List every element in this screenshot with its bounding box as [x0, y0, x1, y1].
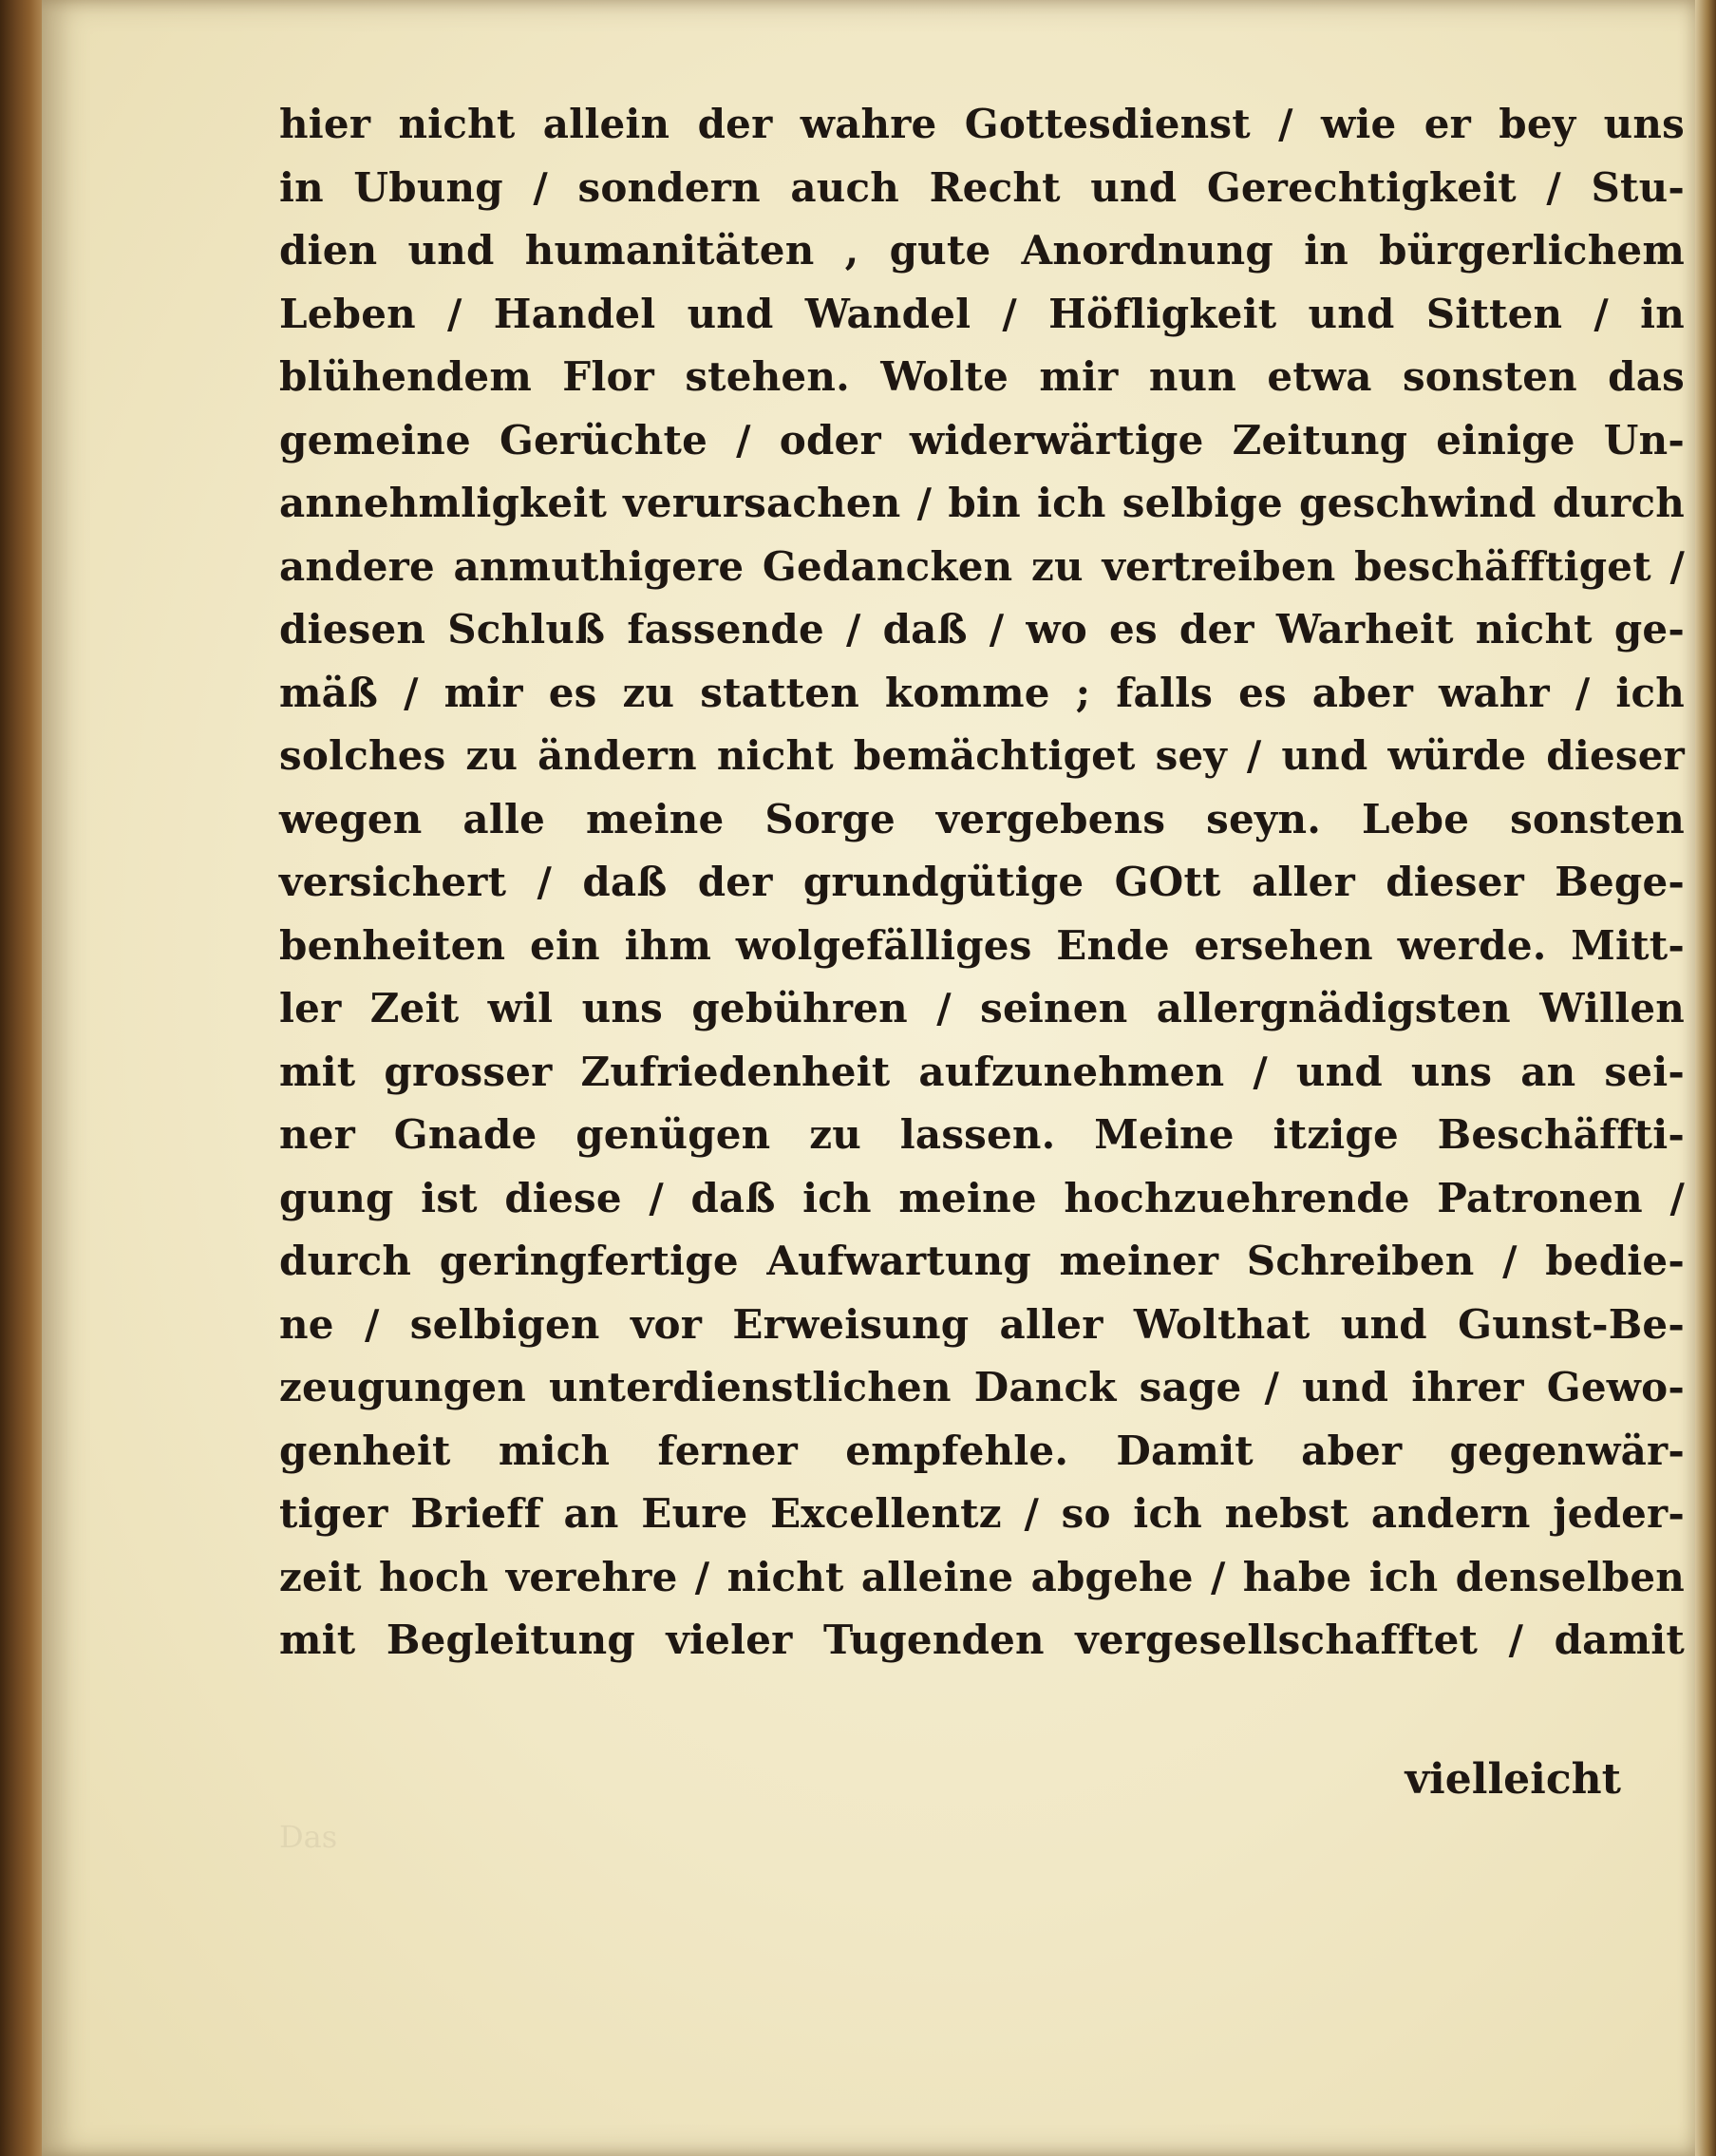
text-line: Leben / Handel und Wandel / Höfligkeit und Sitten / in [279, 290, 1685, 337]
text-line: wegen alle meine Sorge vergebens seyn. Lebe sonsten [279, 795, 1685, 842]
text-line: genheit mich ferner empfehle. Damit aber gegenwär- [279, 1427, 1685, 1474]
text-line: ner Gnade genügen zu lassen. Meine itzige Beschäffti- [279, 1111, 1685, 1158]
book-page [42, 0, 1697, 2156]
text-line: durch geringfertige Aufwartung meiner Schreiben / bedie- [279, 1238, 1685, 1284]
body-text [279, 93, 1685, 1673]
text-line: andere anmuthigere Gedancken zu vertreiben beschäfftiget / [279, 542, 1685, 590]
text-line: solches zu ändern nicht bemächtiget sey / und würde dieser [279, 732, 1685, 779]
text-line: dien und humanitäten , gute Anordnung in bürgerlichem [279, 227, 1685, 274]
text-line: blühendem Flor stehen. Wolte mir nun etwa sonsten das [279, 353, 1685, 400]
text-line: versichert / daß der grundgütige GOtt aller dieser Bege- [279, 859, 1685, 905]
text-line: ler Zeit wil uns gebühren / seinen allergnädigsten Willen [279, 985, 1685, 1031]
text-line: zeit hoch verehre / nicht alleine abgehe / habe ich denselben [279, 1553, 1685, 1600]
text-line: in Ubung / sondern auch Recht und Gerechtigkeit / Stu- [279, 163, 1685, 211]
catchword: vielleicht [1405, 1755, 1621, 1804]
text-line: mit grosser Zufriedenheit aufzunehmen / und uns an sei- [279, 1048, 1685, 1095]
text-line: mäß / mir es zu statten komme ; falls es aber wahr / ich [279, 669, 1685, 716]
text-line: benheiten ein ihm wolgefälliges Ende ersehen werde. Mitt- [279, 921, 1685, 969]
book-spine-edge [0, 0, 46, 2156]
text-line: diesen Schluß fassende / daß / wo es der Warheit nicht ge- [279, 606, 1685, 652]
text-line: hier nicht allein der wahre Gottesdienst / wie er bey uns [279, 101, 1685, 147]
text-line: annehmligkeit verursachen / bin ich selbige geschwind durch [279, 480, 1685, 526]
text-line: ne / selbigen vor Erweisung aller Wolthat und Gunst-Be- [279, 1300, 1685, 1348]
text-line: gung ist diese / daß ich meine hochzuehrende Patronen / [279, 1174, 1685, 1221]
text-line: mit Begleitung vieler Tugenden vergesellschafftet / damit [279, 1617, 1685, 1663]
text-line: gemeine Gerüchte / oder widerwärtige Zeitung einige Un- [279, 416, 1685, 463]
text-line: tiger Brieff an Eure Excellentz / so ich nebst andern jeder- [279, 1490, 1685, 1537]
text-line: zeugungen unterdienstlichen Danck sage / und ihrer Gewo- [279, 1364, 1685, 1410]
page-fore-edge [1695, 0, 1716, 2156]
bleed-through-text: Das [279, 1819, 338, 1855]
